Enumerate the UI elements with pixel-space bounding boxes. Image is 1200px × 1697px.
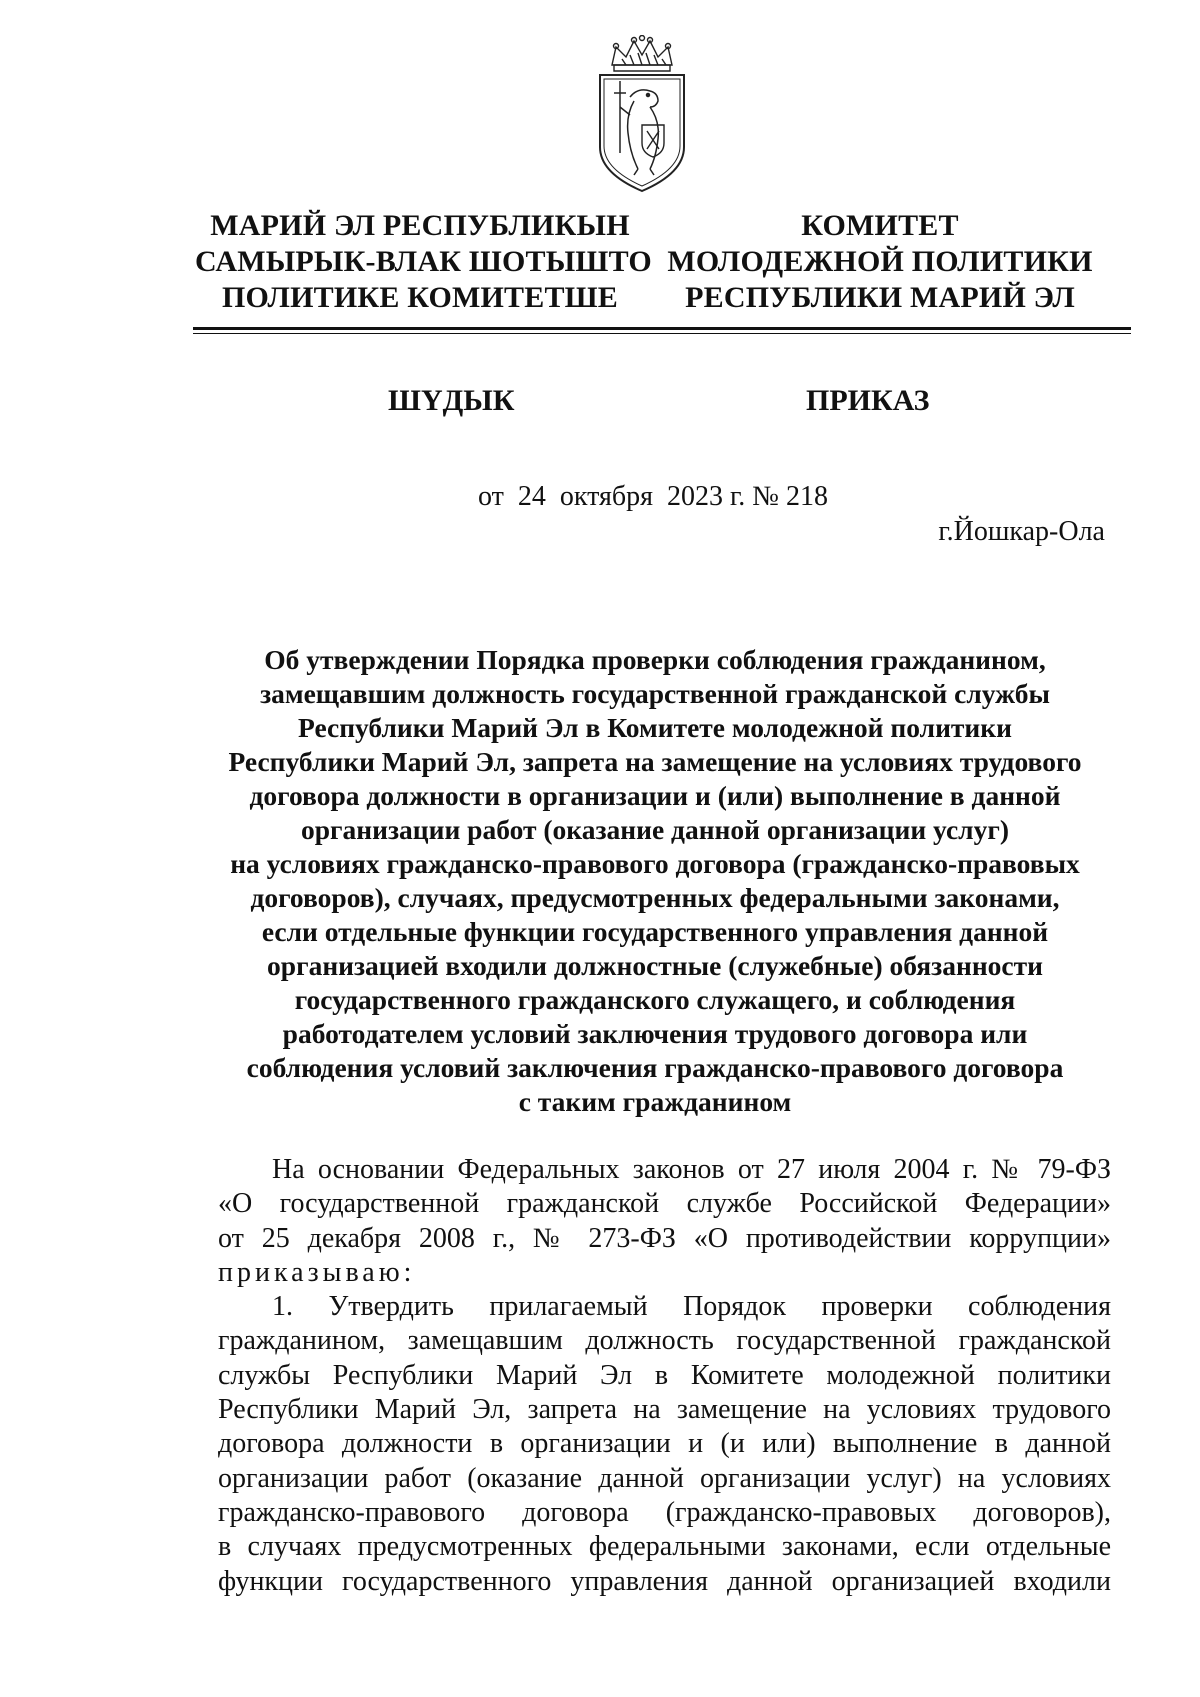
title-line: с таким гражданином	[518, 1086, 792, 1117]
doc-type-mari: ШҮДЫК	[388, 384, 515, 417]
title-line: организацией входили должностные (служебные) обязанности	[267, 950, 1043, 981]
body-line: На основании Федеральных законов от 27 июля 2004 г. № 79-ФЗ	[272, 1154, 1111, 1185]
title-line: соблюдения условий заключения гражданско-правового договора	[246, 1052, 1064, 1083]
body-line: организации работ (оказание данной организации услуг) на условиях	[218, 1462, 1111, 1494]
header-left-line-1: МАРИЙ ЭЛ РЕСПУБЛИКЫН	[210, 209, 630, 242]
title-line: Об утверждении Порядка проверки соблюдения гражданином,	[264, 644, 1046, 675]
header-divider-thick	[193, 327, 1131, 330]
body-line: 1. Утвердить прилагаемый Порядок проверки соблюдения	[272, 1291, 1111, 1323]
order-date-number: от 24 октября 2023 г. № 218	[478, 481, 829, 512]
body-line: в случаях предусмотренных федеральными законами, если отдельные	[218, 1531, 1111, 1563]
title-line: договоров), случаях, предусмотренных федеральными законами,	[250, 882, 1060, 913]
body-line: функции государственного управления данной организацией входили	[218, 1565, 1111, 1597]
title-line: замещавшим должность государственной гражданской службы	[260, 678, 1050, 709]
title-line: договора должности в организации и (или) выполнение в данной	[249, 780, 1061, 811]
body-line: «О государственной гражданской службе Российской Федерации»	[218, 1188, 1111, 1220]
header-right-russian	[655, 208, 1105, 316]
title-line: организации работ (оказание данной организации услуг)	[301, 814, 1009, 845]
body-line: гражданином, замещавшим должность государственной гражданской	[218, 1325, 1111, 1357]
header-left-line-2: САМЫРЫК-ВЛАК ШОТЫШТО	[195, 245, 652, 278]
order-city: г.Йошкар-Ола	[938, 516, 1105, 547]
title-line: Республики Марий Эл, запрета на замещение на условиях трудового	[228, 746, 1082, 777]
doc-type-russian: ПРИКАЗ	[806, 384, 930, 417]
body-line: службы Республики Марий Эл в Комитете молодежной политики	[218, 1359, 1111, 1391]
coat-of-arms-emblem	[586, 35, 698, 195]
header-divider-thin	[193, 333, 1131, 334]
body-line: гражданско-правового договора (гражданско-правовых договоров),	[218, 1496, 1111, 1528]
header-right-line-1: КОМИТЕТ	[801, 209, 959, 242]
header-left-line-3: ПОЛИТИКЕ КОМИТЕТШЕ	[221, 281, 619, 314]
title-line: Республики Марий Эл в Комитете молодежной политики	[298, 712, 1012, 743]
body-line: от 25 декабря 2008 г., № 273-ФЗ «О противодействии коррупции»	[218, 1222, 1111, 1254]
title-line: на условиях гражданско-правового договора (гражданско-правовых	[230, 848, 1080, 879]
order-body	[218, 1153, 1111, 1599]
header-left-mari	[195, 208, 652, 316]
body-line: договора должности в организации и (и или) выполнение в данной	[218, 1428, 1111, 1460]
body-line: Республики Марий Эл, запрета на замещение на условиях трудового	[218, 1394, 1111, 1426]
title-line: работодателем условий заключения трудового договора или	[282, 1018, 1028, 1049]
body-line-prikazyvayu: приказываю:	[218, 1256, 416, 1288]
header-right-line-3: РЕСПУБЛИКИ МАРИЙ ЭЛ	[685, 281, 1075, 314]
header-right-line-2: МОЛОДЕЖНОЙ ПОЛИТИКИ	[667, 245, 1093, 278]
title-line: если отдельные функции государственного управления данной	[261, 916, 1049, 947]
title-line: государственного гражданского служащего, и соблюдения	[294, 984, 1016, 1015]
order-title	[190, 643, 1120, 1119]
